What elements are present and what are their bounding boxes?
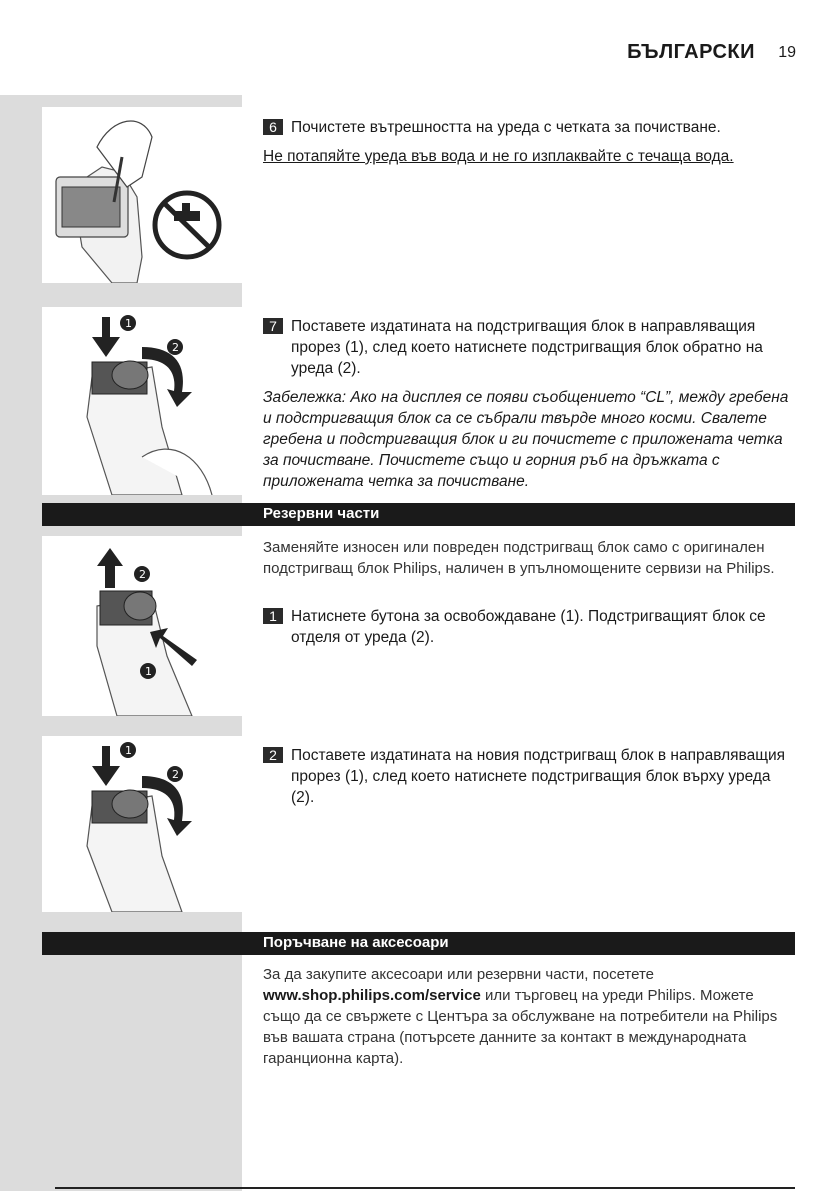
figure-release-blade [42, 536, 242, 716]
step-7-block [263, 316, 795, 492]
step-text: Поставете издатината на новия подстригващ блок в направляващия прорез (1), след което натиснете подстригващия блок върху уреда (2). [291, 747, 786, 806]
step-text: Почистете вътрешността на уреда с четката за почистване. [291, 119, 721, 136]
callout-1: 1 [125, 744, 132, 757]
figure-insert-new-blade [42, 736, 242, 912]
replacement-intro: Заменяйте износен или повреден подстригващ блок само с оригинален подстригващ блок Philips, наличен в упълномощените сервизи на Philips. [263, 539, 775, 577]
callout-1: 1 [145, 665, 152, 678]
bottom-rule [55, 1187, 795, 1189]
accessories-text-after: или търговец на уреди Philips. Можете също да се свържете с Центъра за обслужване на потребители на Philips във вашата страна (потърсете данните за контакт в международната гаранционна карта). [263, 987, 778, 1067]
figure-pointer [242, 112, 253, 130]
section-heading-accessories [42, 932, 795, 955]
step-number: 7 [263, 318, 283, 334]
step-number: 2 [263, 747, 283, 763]
section-title: Поръчване на аксесоари [263, 934, 449, 951]
accessories-text-before: За да закупите аксесоари или резервни части, посетете [263, 966, 655, 983]
figure-pointer [242, 312, 253, 330]
figure-attach-blade [42, 307, 242, 495]
figure-pointer [242, 742, 253, 760]
replacement-step-1 [263, 606, 795, 648]
step-number: 6 [263, 119, 283, 135]
section-title: Резервни части [263, 505, 380, 522]
callout-1: 1 [125, 317, 132, 330]
note-text: Забележка: Ако на дисплея се появи съобщението “CL”, между гребена и подстригващия блок са се събрали твърде много косми. Свалете гребена и подстригващия блок и ги почистете с приложената четка за почистване. Почистете също и горния ръб на дръжката с приложената четка за почистване. [263, 389, 789, 490]
page-number: 19 [778, 44, 796, 61]
shop-url-link[interactable]: www.shop.philips.com/service [263, 987, 481, 1004]
step-number: 1 [263, 608, 283, 624]
callout-2: 2 [172, 341, 179, 354]
replacement-step-2 [263, 745, 795, 808]
callout-2: 2 [139, 568, 146, 581]
section-heading-replacement [42, 503, 795, 526]
step-6-block [263, 117, 795, 167]
callout-2: 2 [172, 768, 179, 781]
step-text: Натиснете бутона за освобождаване (1). Подстригващият блок се отделя от уреда (2). [291, 608, 766, 646]
warning-text: Не потапяйте уреда във вода и не го изплаквайте с течаща вода. [263, 148, 734, 165]
figure-cleaning-brush [42, 107, 242, 283]
step-text: Поставете издатината на подстригващия блок в направляващия прорез (1), след което натиснете подстригващия блок обратно на уреда (2). [291, 318, 763, 377]
accessories-text [263, 964, 795, 1069]
page-language-heading: БЪЛГАРСКИ [627, 41, 755, 63]
